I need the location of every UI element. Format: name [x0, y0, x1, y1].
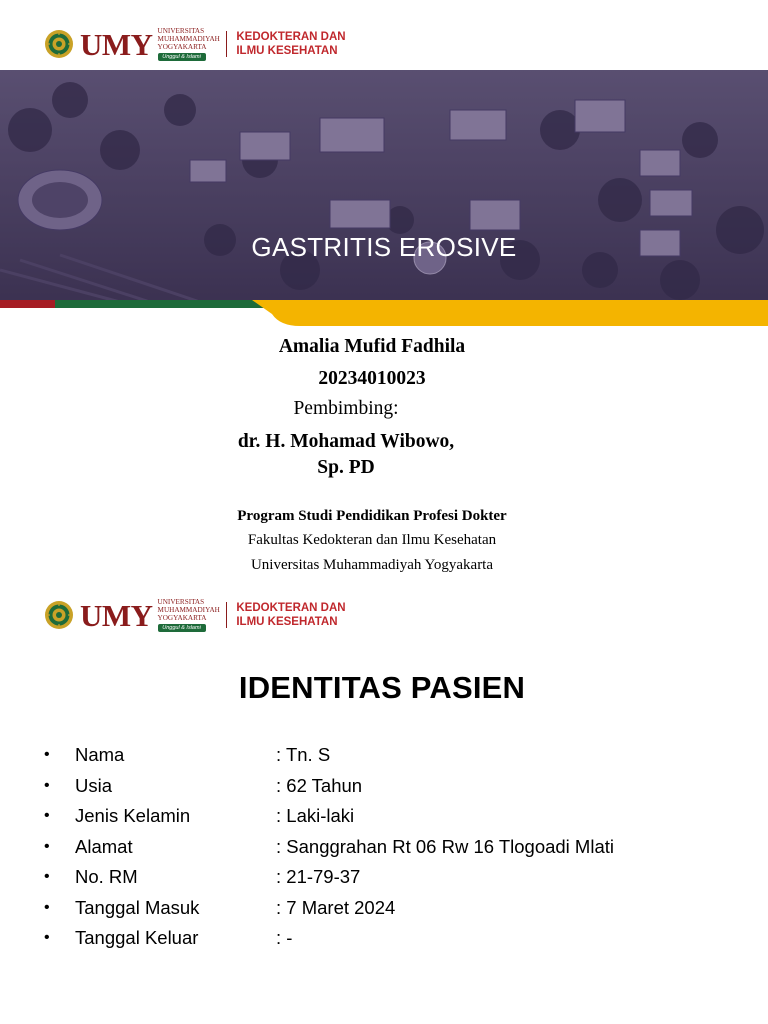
- faculty-text: Fakultas Kedokteran dan Ilmu Kesehatan: [247, 532, 497, 548]
- faculty-line: ILMU KESEHATAN: [236, 616, 338, 628]
- brand-wordmark: UMY: [80, 597, 153, 633]
- supervisor-name-line: dr. H. Mohamad Wibowo,: [237, 431, 455, 452]
- university-line: UNIVERSITAS: [157, 27, 205, 35]
- list-item: [44, 893, 744, 924]
- field-label: Alamat: [75, 835, 133, 857]
- bullet-icon: •: [44, 837, 50, 855]
- umy-emblem-icon: [44, 29, 74, 59]
- patient-identity-slide: [0, 584, 768, 1024]
- field-value: : -: [276, 927, 293, 948]
- field-label: No. RM: [75, 866, 138, 887]
- university-text: Universitas Muhammadiyah Yogyakarta: [250, 557, 494, 573]
- university-name: [158, 27, 220, 61]
- university-line: YOGYAKARTA: [157, 614, 207, 622]
- field-value: : Sanggrahan Rt 06 Rw 16 Tlogoadi Mlati: [276, 835, 614, 857]
- bullet-icon: •: [44, 776, 50, 794]
- field-value: : Laki-laki: [276, 805, 355, 826]
- list-item: [44, 740, 744, 771]
- color-stripe: [0, 300, 768, 326]
- study-program: Program Studi Pendidikan Profesi Dokter: [237, 508, 507, 524]
- field-label: Tanggal Masuk: [75, 896, 200, 918]
- field-label: Jenis Kelamin: [75, 805, 191, 826]
- list-item: [44, 832, 744, 863]
- faculty-line: KEDOKTERAN DAN: [236, 31, 346, 43]
- umy-emblem-icon: [44, 600, 74, 630]
- umy-logo: [44, 593, 346, 637]
- bullet-icon: •: [44, 807, 50, 824]
- logo-divider: [226, 31, 228, 57]
- presentation-title: GASTRITIS EROSIVE: [251, 232, 517, 262]
- bullet-icon: •: [44, 898, 50, 916]
- tagline-badge: Unggul & Islami: [158, 53, 206, 61]
- university-line: UNIVERSITAS: [157, 598, 205, 606]
- list-item: [44, 801, 744, 832]
- field-value: : 21-79-37: [276, 866, 361, 887]
- umy-logo: [44, 22, 346, 66]
- tagline-badge: Unggul & Islami: [158, 624, 206, 632]
- field-label: Usia: [75, 774, 113, 796]
- brand-wordmark: UMY: [80, 26, 153, 62]
- field-value: : 7 Maret 2024: [276, 896, 396, 918]
- supervisor-name: [200, 429, 492, 481]
- student-id: 20234010023: [318, 368, 426, 389]
- bullet-icon: •: [44, 746, 50, 763]
- campus-banner-image: [0, 70, 768, 302]
- field-label: Nama: [75, 744, 125, 765]
- list-item: [44, 923, 744, 954]
- bullet-icon: •: [44, 929, 50, 946]
- university-line: MUHAMMADIYAH: [157, 35, 220, 43]
- patient-identity-list: [44, 740, 744, 954]
- list-item: [44, 862, 744, 893]
- supervisor-name-line: Sp. PD: [317, 457, 375, 478]
- faculty-line: KEDOKTERAN DAN: [236, 602, 346, 614]
- logo-divider: [226, 602, 228, 628]
- field-value: : Tn. S: [276, 744, 331, 765]
- author-name: Amalia Mufid Fadhila: [278, 336, 466, 357]
- faculty-name: [236, 30, 345, 58]
- list-item: [44, 771, 744, 802]
- field-value: : 62 Tahun: [276, 774, 363, 796]
- university-line: MUHAMMADIYAH: [157, 606, 220, 614]
- faculty-name: [236, 601, 345, 629]
- slide-title: IDENTITAS PASIEN: [238, 670, 526, 705]
- university-name: [158, 598, 220, 632]
- bullet-icon: •: [44, 868, 50, 885]
- university-line: YOGYAKARTA: [157, 43, 207, 51]
- supervisor-label: Pembimbing:: [293, 398, 399, 419]
- faculty-line: ILMU KESEHATAN: [236, 45, 338, 57]
- field-label: Tanggal Keluar: [75, 927, 199, 948]
